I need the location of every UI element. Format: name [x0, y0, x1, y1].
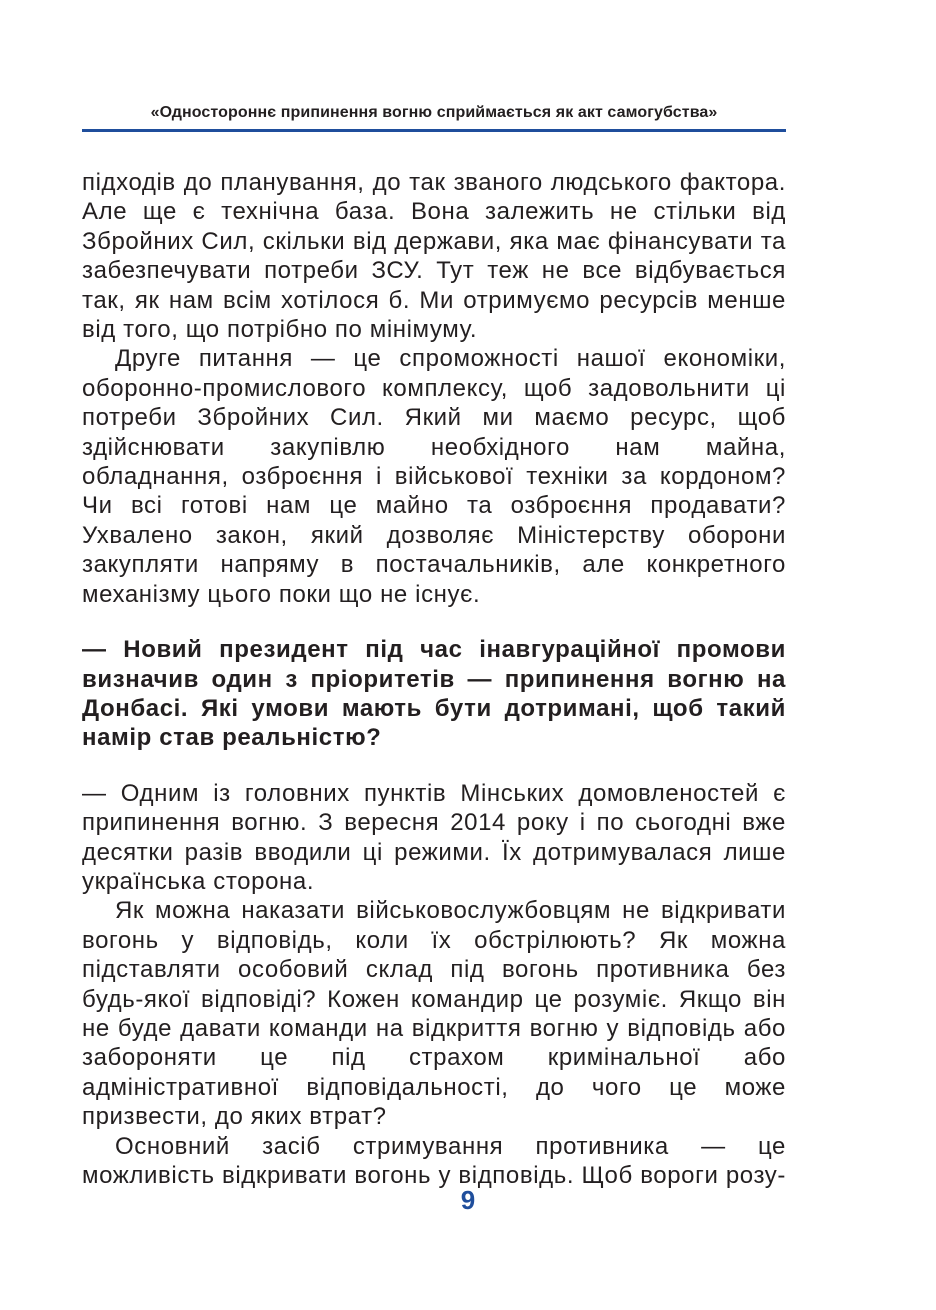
page-number: 9: [460, 1185, 476, 1215]
spacer: [82, 753, 786, 779]
paragraph-2: Друге питання — це спроможності нашої економіки, оборонно-промислового комплексу, щоб задовольнити ці потреби Збройних Сил. Який ми маємо ресурс, щоб здійснювати закупівлю необхідного нам майна, обладнання, озброєння і військової техніки за кордоном? Чи всі готові нам це майно та озброєння продавати? Ухвалено закон, який дозволяє Міністерству оборони закупляти напряму в постачальників, але конкретного механізму цього поки що не існує.: [82, 345, 786, 608]
running-title: «Одностороннє припинення вогню сприймається як акт самогубства»: [150, 104, 718, 121]
answer-paragraph-2: Як можна наказати військовослужбовцям не відкривати вогонь у відповідь, коли їх обстрілюють? Як можна підставляти особовий склад під вогонь противника без будь-якої відповіді? Кожен командир це розуміє. Якщо він не буде давати команди на відкриття вогню у відповідь або забороняти це під страхом кримінальної або адміністративної відповідальності, до чого це може призвести, до яких втрат?: [82, 897, 786, 1131]
answer-paragraph-1: — Одним із головних пунктів Мінських домовленостей є припинення вогню. З вересня 2014 року і по сьогодні вже десятки разів вводили ці режими. Їх дотримувалася лише українська сторона.: [82, 779, 786, 895]
interview-question: — Новий президент під час інавгураційної промови визначив один з пріоритетів — припинення вогню на Донбасі. Які умови мають бути дотримані, щоб такий намір став реальністю?: [82, 636, 786, 752]
spacer: [82, 609, 786, 635]
paragraph-1: підходів до планування, до так званого людського фактора. Але ще є технічна база. Вона залежить не стільки від Збройних Сил, скільки від держави, яка має фінансувати та забезпечувати потреби ЗСУ. Тут теж не все відбувається так, як нам всім хотілося б. Ми отримуємо ресурсів менше від того, що потрібно по мінімуму.: [82, 169, 786, 344]
answer-paragraph-3: Основний засіб стримування противника — це можливість відкривати вогонь у відповідь. Щоб вороги розу-: [82, 1132, 786, 1189]
body-text: [82, 168, 786, 1190]
header-rule: [82, 129, 786, 132]
